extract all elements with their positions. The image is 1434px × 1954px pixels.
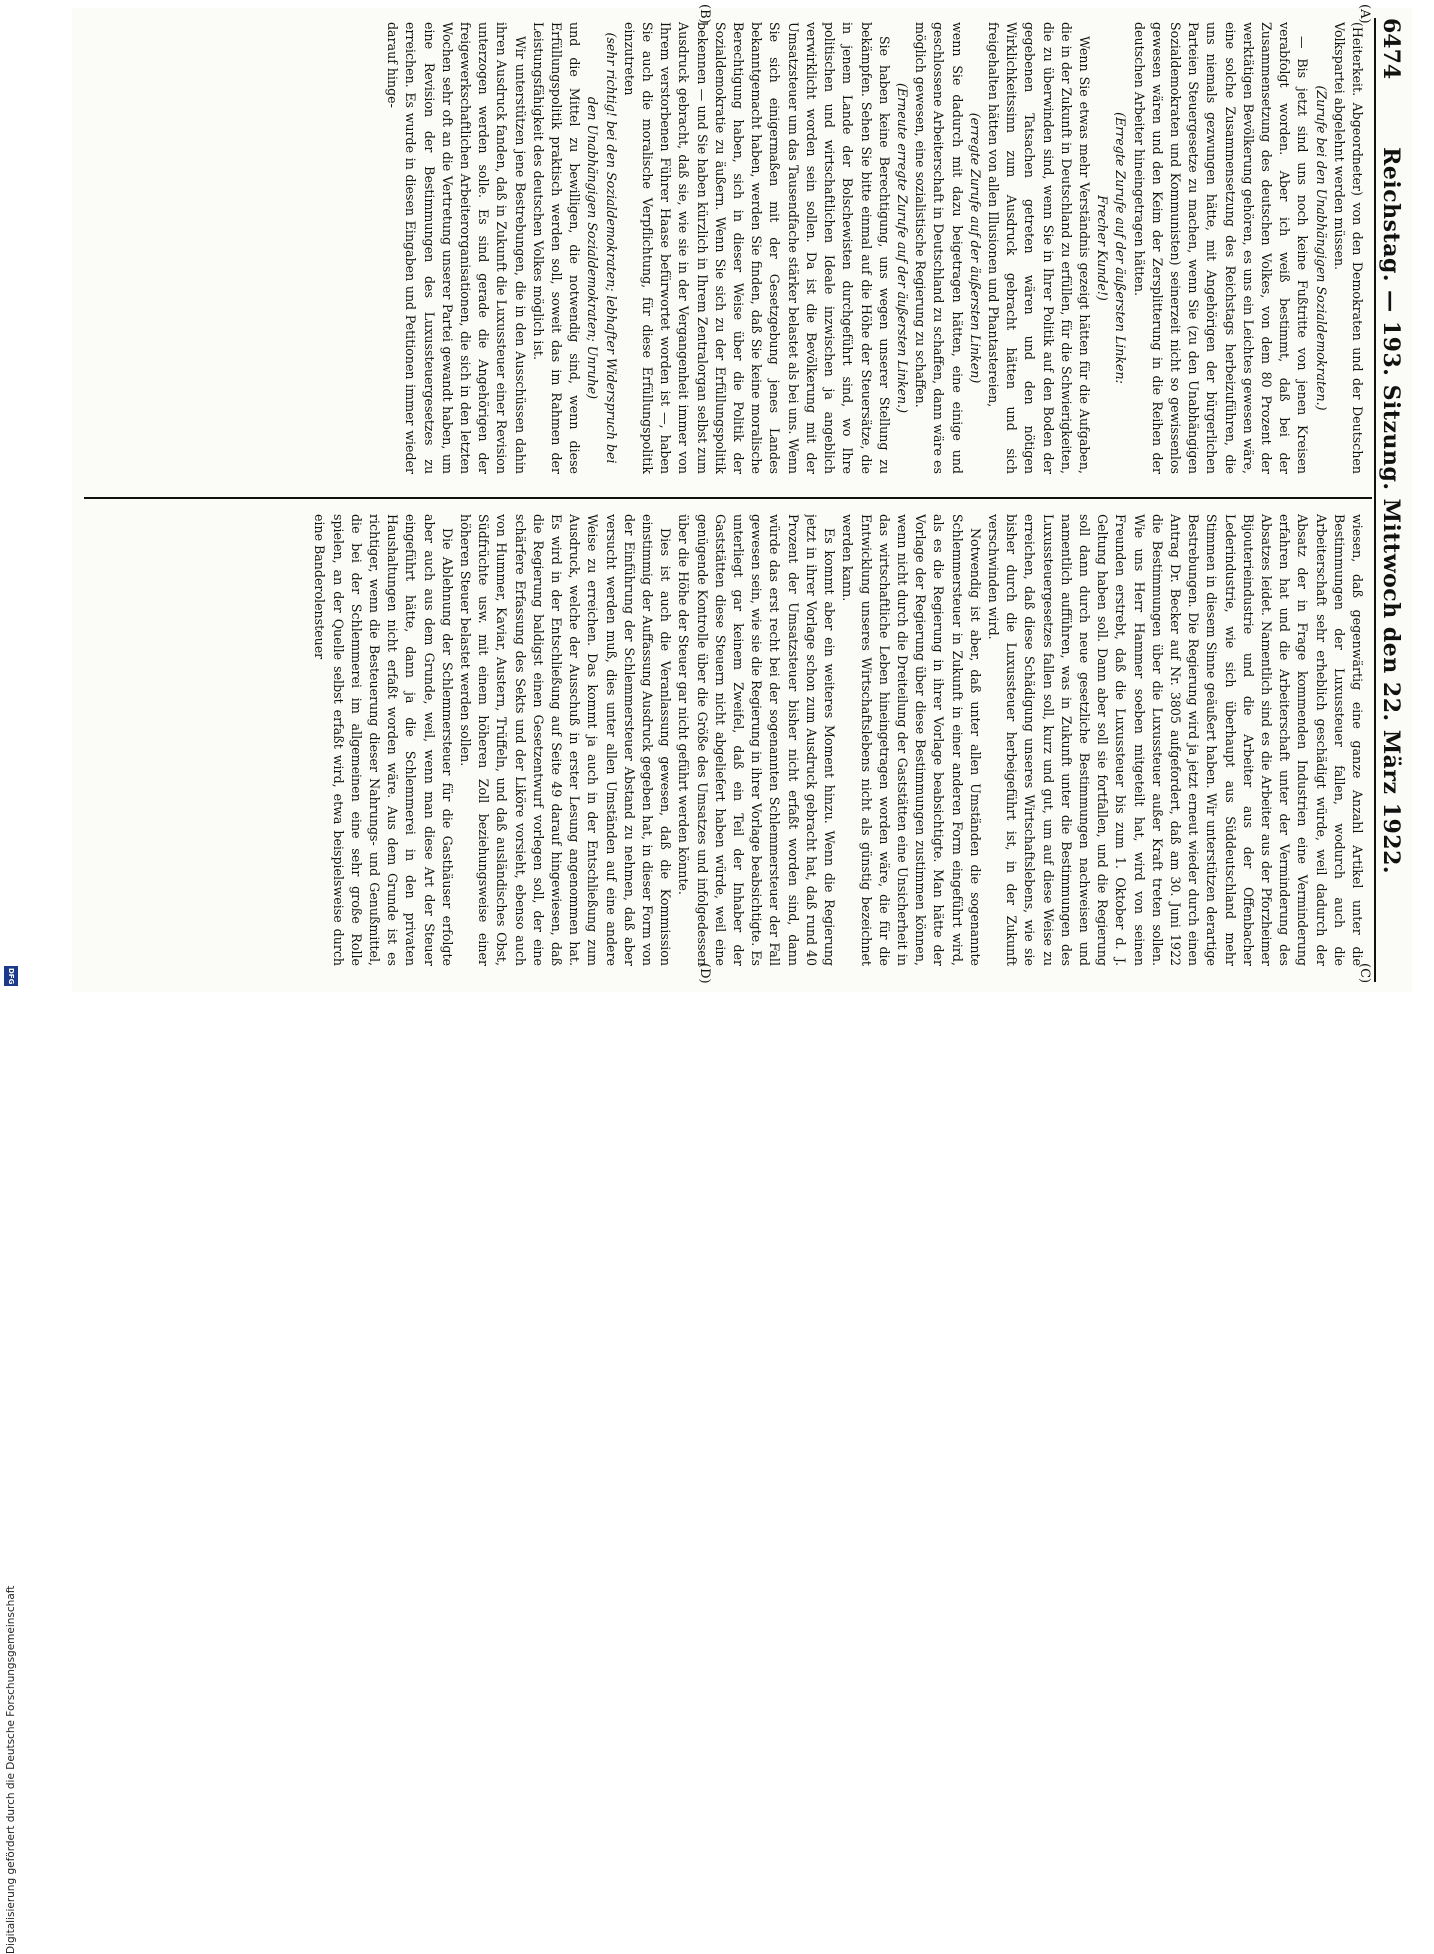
rotated-page-content (72, 4, 1412, 992)
interjection: (Erneute erregte Zurufe auf der äußersten Linken.) (894, 83, 910, 413)
page-header (1374, 18, 1406, 982)
interjection: (erregte Zurufe auf der äußersten Linken) (967, 112, 983, 384)
paragraph: Die Ablehnung der Schlemmersteuer für die Gasthäuser erfolgte aber auch aus dem Grunde, weil, wenn man diese Art der Steuer eingeführt hätte, dann ja die Schlemmerei in den privaten Haushaltungen nicht erfaßt worden wäre. Aus dem Grunde ist es richtiger, wenn die Besteuerung dieser Nahrungs- und Genußmittel, die bei der Schlemmerei im allgemeinen eine sehr große Rolle spielen, an der Quelle selbst erfaßt wird, etwa beispielsweise durch eine Banderolensteuer (312, 514, 455, 966)
paragraph: Notwendig ist aber, daß unter allen Umständen die sogenannte Schlemmersteuer in Zukunft in einer anderen Form eingeführt wird, als es die Regierung in ihrer Vorlage beabsichtigte. Man hätte der Vorlage der Regierung über diese Bestimmungen zustimmen können, wenn nicht durch die Dreiteilung der Gaststätten eine Unsicherheit in das wirtschaftliche Leben hineingetragen worden wäre, die für die Entwicklung unseres Wirtschaftslebens nicht als günstig bezeichnet werden kann. (840, 514, 983, 966)
paragraph: wiesen, daß gegenwärtig eine ganze Anzahl Artikel unter die Bestimmungen der Luxussteuer fallen, wodurch auch die Arbeiterschaft sehr erheblich geschädigt würde, weil dadurch der Absatz der in Frage kommenden Industrien eine Verminderung erfahren hat und die Arbeiterschaft unter der Verminderung des Absatzes leidet. Namentlich sind es die Arbeiter aus der Pforzheimer Bijouterieindustrie und die Arbeiter aus der Offenbacher Lederindustrie, wie sich überhaupt aus Süddeutschland mehr Stimmen in diesem Sinne geäußert haben. Wir unterstützen derartige Bestrebungen. Die Regierung wird ja jetzt erneut wieder durch einen Antrag Dr. Becker auf Nr. 3805 aufgefordert, daß am 30. Juni 1922 die Bestimmungen über die Luxussteuer außer Kraft treten sollen. Wie uns Herr Hammer soeben mitgeteilt hat, wird von seinen Freunden erstrebt, daß die Luxussteuer bis zum 1. Oktober d. J. Geltung haben soll. Dann aber soll sie fortfallen, und die Regierung soll dann durch neue gesetzliche Bestimmungen nachweisen und namentlich aufführen, was in Zukunft unter die Bestimmungen des Luxussteuergesetzes fallen soll, kurz und gut, um auf diese Weise zu erreichen, daß diese Schädigung unseres Wirtschaftslebens, wie sie bisher durch die Luxussteuer herbeigeführt ist, in der Zukunft verschwinden wird. (985, 514, 1365, 966)
margin-marker-d: (D) (697, 963, 712, 984)
paragraph: — Bis jetzt sind uns noch keine Fußtritte von jenen Kreisen verabfolgt worden. Aber ich weiß bestimmt, daß bei der Zusammensetzung des deutschen Volkes, von dem 80 Prozent der werktätigen Bevölkerung gehören, es uns ein Leichtes gewesen wäre, eine solche Zusammensetzung des Reichstags herbeizuführen, die uns niemals gezwungen hätte, mit Angehörigen der bürgerlichen Parteien Steuergesetze zu machen, wenn Sie (zu den Unabhängigen Sozialdemokraten und Kommunisten) seinerzeit nicht so gewissenlos gewesen wären und den Keim der Zersplitterung in die Reihen der deutschen Arbeiter hineingetragen hätten. (1131, 22, 1311, 474)
paragraph: Dies ist auch die Veranlassung gewesen, daß die Kommission einstimmig der Auffassung Ausdruck gegeben hat, in dieser Form von der Einführung der Schlemmersteuer Abstand zu nehmen, daß aber versucht werden muß, dies unter allen Umständen auf eine andere Weise zu erreichen. Das kommt ja auch in der Entschließung zum Ausdruck, welche der Ausschuß in erster Lesung angenommen hat. Es wird in der Entschließung auf Seite 49 darauf hingewiesen, daß die Regierung baldigst einen Gesetzentwurf vorlegen soll, der eine schärfere Erfassung des Sekts und der Liköre vorsieht, ebenso auch von Hummer, Kaviar, Austern, Trüffeln, und daß ausländisches Obst, Südfrüchte usw. mit einem höheren Zoll beziehungsweise einer höheren Steuer belastet werden sollen. (458, 514, 674, 966)
paragraph: Wir unterstützen jene Bestrebungen, die in den Ausschüssen dahin ihren Ausdruck fanden, daß in Zukunft die Luxussteuer einer Revision unterzogen werden solle. Es sind gerade die Angehörigen der freigewerkschaftlichen Arbeiterorganisationen, die sich in den letzten Wochen sehr oft an die Vertretung unserer Partei gewandt haben, um eine Revision der Bestimmungen des Luxussteuergesetzes zu erreichen. Es wurde in diesen Eingaben und Petitionen immer wieder darauf hinge- (385, 22, 528, 474)
paragraph: wenn Sie dadurch mit dazu beigetragen hätten, eine einige und geschlossene Arbeiterschaft in Deutschland zu schaffen, dann wäre es möglich gewesen, eine sozialistische Regierung zu schaffen. (913, 22, 965, 474)
paragraph: Sie haben keine Berechtigung, uns wegen unserer Stellung zu bekämpfen. Sehen Sie bitte einmal auf die Höhe der Steuersätze, die in jenem Lande der Bolschewisten durchgeführt sind, wo Ihre politischen und wirtschaftlichen Ideale inzwischen ja angeblich verwirklicht worden sein sollen. Da ist die Bevölkerung mit der Umsatzsteuer um das Tausendfache stärker belastet als bei uns. Wenn Sie sich einigermaßen mit der Gesetzgebung jenes Landes bekanntgemacht haben, werden Sie finden, daß Sie keine moralische Berechtigung haben, sich in dieser Weise über die Politik der Sozialdemokratie zu äußern. Wenn Sie sich zu der Erfüllungspolitik bekennen — und Sie haben kürzlich in Ihrem Zentralorgan selbst zum Ausdruck gebracht, daß sie, wie sie in der Vergangenheit immer von Ihrem verstorbenen Führer Haase befürwortet worden ist —, haben Sie auch die moralische Verpflichtung, für diese Erfüllungspolitik einzutreten (621, 22, 892, 474)
paragraph: (Heiterkeit. Abgeordneter) von den Demokraten und der Deutschen Volkspartei abgelehnt werden müssen. (1331, 22, 1365, 474)
page-title: Reichstag. — 193. Sitzung. Mittwoch den 22. März 1922. (1378, 147, 1404, 875)
interjection: Frecher Kunde!) (1095, 195, 1111, 301)
page-number: 6474 (1378, 18, 1404, 80)
margin-marker-a: (A) (1357, 4, 1372, 24)
text-column-left (80, 22, 1366, 474)
paragraph: Wenn Sie etwas mehr Verständnis gezeigt hätten für die Aufgaben, die in der Zukunft in Deutschland zu erfüllen, für die Schwierigkeiten, die zu überwinden sind, wenn Sie in Ihrer Politik auf den Boden der gegebenen Tatsachen getreten wären und den nötigen Wirklichkeitssinn zum Ausdruck gebracht hätten und sich freigehalten hätten von allen Illusionen und Phantastereien, (985, 22, 1092, 474)
margin-marker-c: (C) (1357, 963, 1372, 984)
text-column-right (80, 514, 1366, 966)
digitization-credit (0, 8, 22, 1954)
paragraph: und die Mittel zu bewilligen, die notwendig sind, wenn diese Erfüllungspolitik praktisch werden soll, soweit das im Rahmen der Leistungsfähigkeit des deutschen Volkes möglich ist. (530, 22, 583, 474)
paragraph: Es kommt aber ein weiteres Moment hinzu. Wenn die Regierung jetzt in ihrer Vorlage schon zum Ausdruck gebracht hat, daß rund 40 Prozent der Umsatzsteuer bisher nicht erfaßt worden sind, dann würde das erst recht bei der sogenannten Schlemmersteuer der Fall gewesen sein, wie sie die Regierung in ihrer Vorlage beabsichtigte. Es unterliegt gar keinem Zweifel, daß ein Teil der Inhaber der Gaststätten diese Steuern nicht abgeliefert haben würde, weil eine genügende Kontrolle über die Größe des Umsatzes und infolgedessen über die Höhe der Steuer gar nicht geführt werden könnte. (676, 514, 838, 966)
interjection: (sehr richtig! bei den Sozialdemokraten; lebhafter Widerspruch bei den Unabhängigen Sozialdemokraten; Unruhe) (585, 32, 619, 464)
scanned-page (72, 4, 1412, 992)
credit-text: Digitalisierung gefördert durch die Deutsche Forschungsgemeinschaft (5, 1585, 17, 1954)
column-divider (84, 497, 1372, 499)
interjection: (Zurufe bei den Unabhängigen Sozialdemokraten.) (1313, 85, 1329, 411)
interjection: (Erregte Zurufe auf der äußersten Linken: (1113, 112, 1129, 384)
margin-marker-b: (B) (697, 4, 712, 24)
dfg-logo-icon: DFG (4, 966, 18, 986)
